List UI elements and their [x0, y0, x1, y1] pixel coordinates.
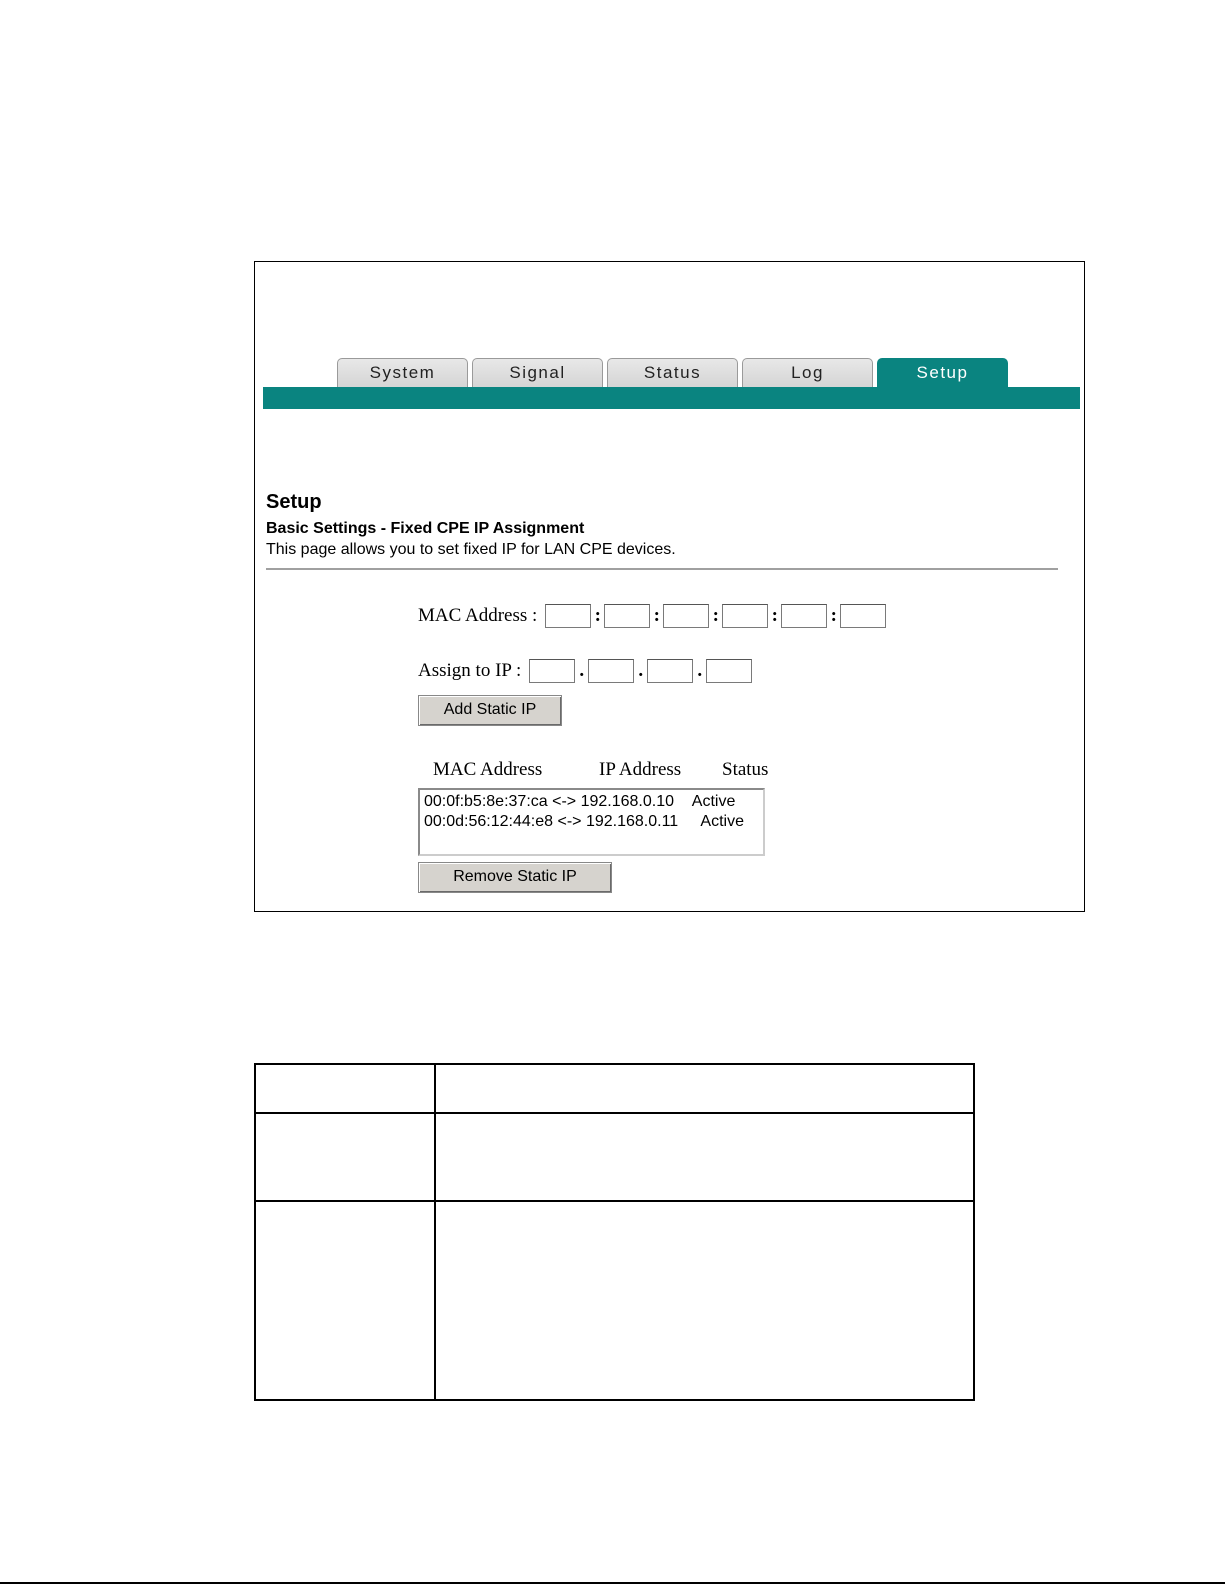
mac-octet-2-input[interactable]	[604, 604, 650, 628]
table-row	[255, 1064, 974, 1113]
add-static-ip-button[interactable]: Add Static IP	[418, 695, 562, 726]
mac-octet-3-input[interactable]	[663, 604, 709, 628]
tab-setup[interactable]: Setup	[877, 358, 1008, 388]
ip-separator: .	[638, 660, 644, 681]
table-row	[255, 1201, 974, 1400]
table-cell	[435, 1201, 974, 1400]
ip-octet-3-input[interactable]	[647, 659, 693, 683]
page-description: This page allows you to set fixed IP for LAN CPE devices.	[266, 541, 676, 558]
list-item-status: Active	[691, 793, 736, 810]
list-item-mac: 00:0d:56:12:44:e8	[424, 813, 554, 830]
list-item-arrow: <->	[557, 813, 582, 830]
mac-octet-5-input[interactable]	[781, 604, 827, 628]
tab-system[interactable]: System	[337, 358, 468, 388]
page-title: Setup	[266, 491, 322, 513]
tab-band	[263, 387, 1080, 409]
table-cell	[255, 1064, 435, 1113]
mac-octet-4-input[interactable]	[722, 604, 768, 628]
page-footer-rule	[0, 1582, 1225, 1584]
table-row	[255, 1113, 974, 1201]
list-item-arrow: <->	[552, 793, 577, 810]
divider	[266, 568, 1058, 570]
list-header-mac: MAC Address	[433, 759, 543, 780]
table-cell	[435, 1113, 974, 1201]
list-item-ip: 192.168.0.10	[580, 793, 674, 810]
list-item[interactable]	[424, 792, 759, 812]
table-cell	[255, 1113, 435, 1201]
mac-octet-1-input[interactable]	[545, 604, 591, 628]
page-subtitle: Basic Settings - Fixed CPE IP Assignment	[266, 520, 585, 537]
tab-log[interactable]: Log	[742, 358, 873, 388]
mac-octet-6-input[interactable]	[840, 604, 886, 628]
assign-ip-row	[418, 659, 752, 683]
ip-separator: .	[697, 660, 703, 681]
description-table	[254, 1063, 975, 1401]
mac-separator: :	[594, 605, 601, 626]
list-item-status: Active	[700, 813, 744, 830]
ip-octet-1-input[interactable]	[529, 659, 575, 683]
list-item-mac: 00:0f:b5:8e:37:ca	[424, 793, 548, 810]
tab-signal[interactable]: Signal	[472, 358, 603, 388]
assign-ip-label: Assign to IP :	[418, 660, 522, 681]
mac-separator: :	[771, 605, 778, 626]
list-item[interactable]	[424, 812, 759, 832]
remove-static-ip-button[interactable]: Remove Static IP	[418, 862, 612, 893]
static-ip-listbox[interactable]	[418, 788, 765, 856]
ip-separator: .	[579, 660, 585, 681]
mac-separator: :	[712, 605, 719, 626]
ip-octet-4-input[interactable]	[706, 659, 752, 683]
list-header-status: Status	[722, 759, 769, 780]
table-cell	[435, 1064, 974, 1113]
ip-octet-2-input[interactable]	[588, 659, 634, 683]
mac-separator: :	[653, 605, 660, 626]
tab-status[interactable]: Status	[607, 358, 738, 388]
router-setup-screenshot	[254, 261, 1085, 912]
list-header-ip: IP Address	[599, 759, 682, 780]
mac-address-label: MAC Address :	[418, 605, 538, 626]
mac-address-row	[418, 604, 886, 628]
mac-separator: :	[830, 605, 837, 626]
list-item-ip: 192.168.0.11	[585, 813, 679, 830]
table-cell	[255, 1201, 435, 1400]
